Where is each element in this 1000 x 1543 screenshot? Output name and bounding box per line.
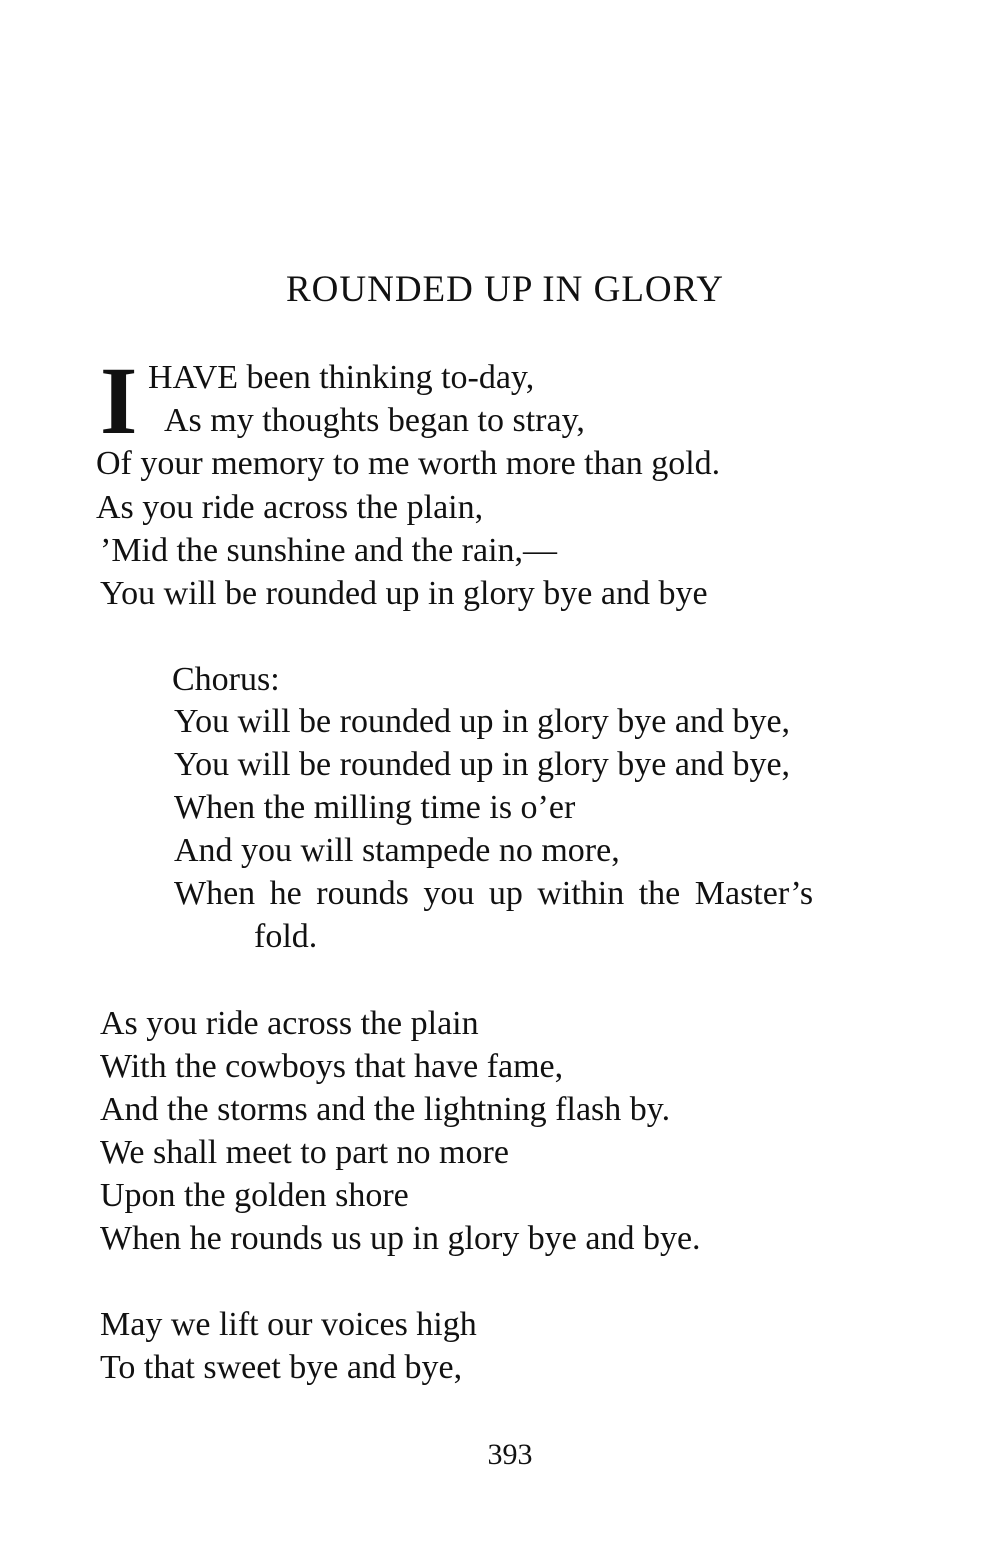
poem-line: And the storms and the lightning flash by. [100, 1091, 671, 1128]
drop-cap: I [100, 347, 138, 454]
poem-line: ’Mid the sunshine and the rain,— [100, 532, 558, 569]
chorus-label: Chorus: [172, 661, 280, 698]
chorus-line: When the milling time is o’er [174, 789, 576, 826]
page-number: 393 [487, 1438, 533, 1471]
poem-line: HAVE been thinking to-day, [148, 359, 535, 396]
poem-line: As you ride across the plain [100, 1005, 479, 1042]
chorus-line: You will be rounded up in glory bye and bye, [174, 703, 791, 740]
poem-line: As my thoughts began to stray, [164, 402, 585, 439]
chorus-line: And you will stampede no more, [174, 832, 620, 869]
poem-line: Of your memory to me worth more than gold. [96, 445, 721, 482]
chorus-line: You will be rounded up in glory bye and bye, [174, 746, 791, 783]
chorus-line: When he rounds you up within the Master’s [174, 875, 814, 912]
poem-line: May we lift our voices high [100, 1306, 477, 1343]
poem-line: You will be rounded up in glory bye and bye [100, 575, 708, 612]
poem-line: When he rounds us up in glory bye and bye. [100, 1220, 701, 1257]
poem-line: With the cowboys that have fame, [100, 1048, 564, 1085]
page-title: ROUNDED UP IN GLORY [286, 269, 724, 310]
poem-line: Upon the golden shore [100, 1177, 409, 1214]
poem-line: As you ride across the plain, [96, 489, 484, 526]
poem-line: To that sweet bye and bye, [100, 1349, 463, 1386]
poem-line: We shall meet to part no more [100, 1134, 509, 1171]
chorus-line: fold. [254, 918, 318, 955]
